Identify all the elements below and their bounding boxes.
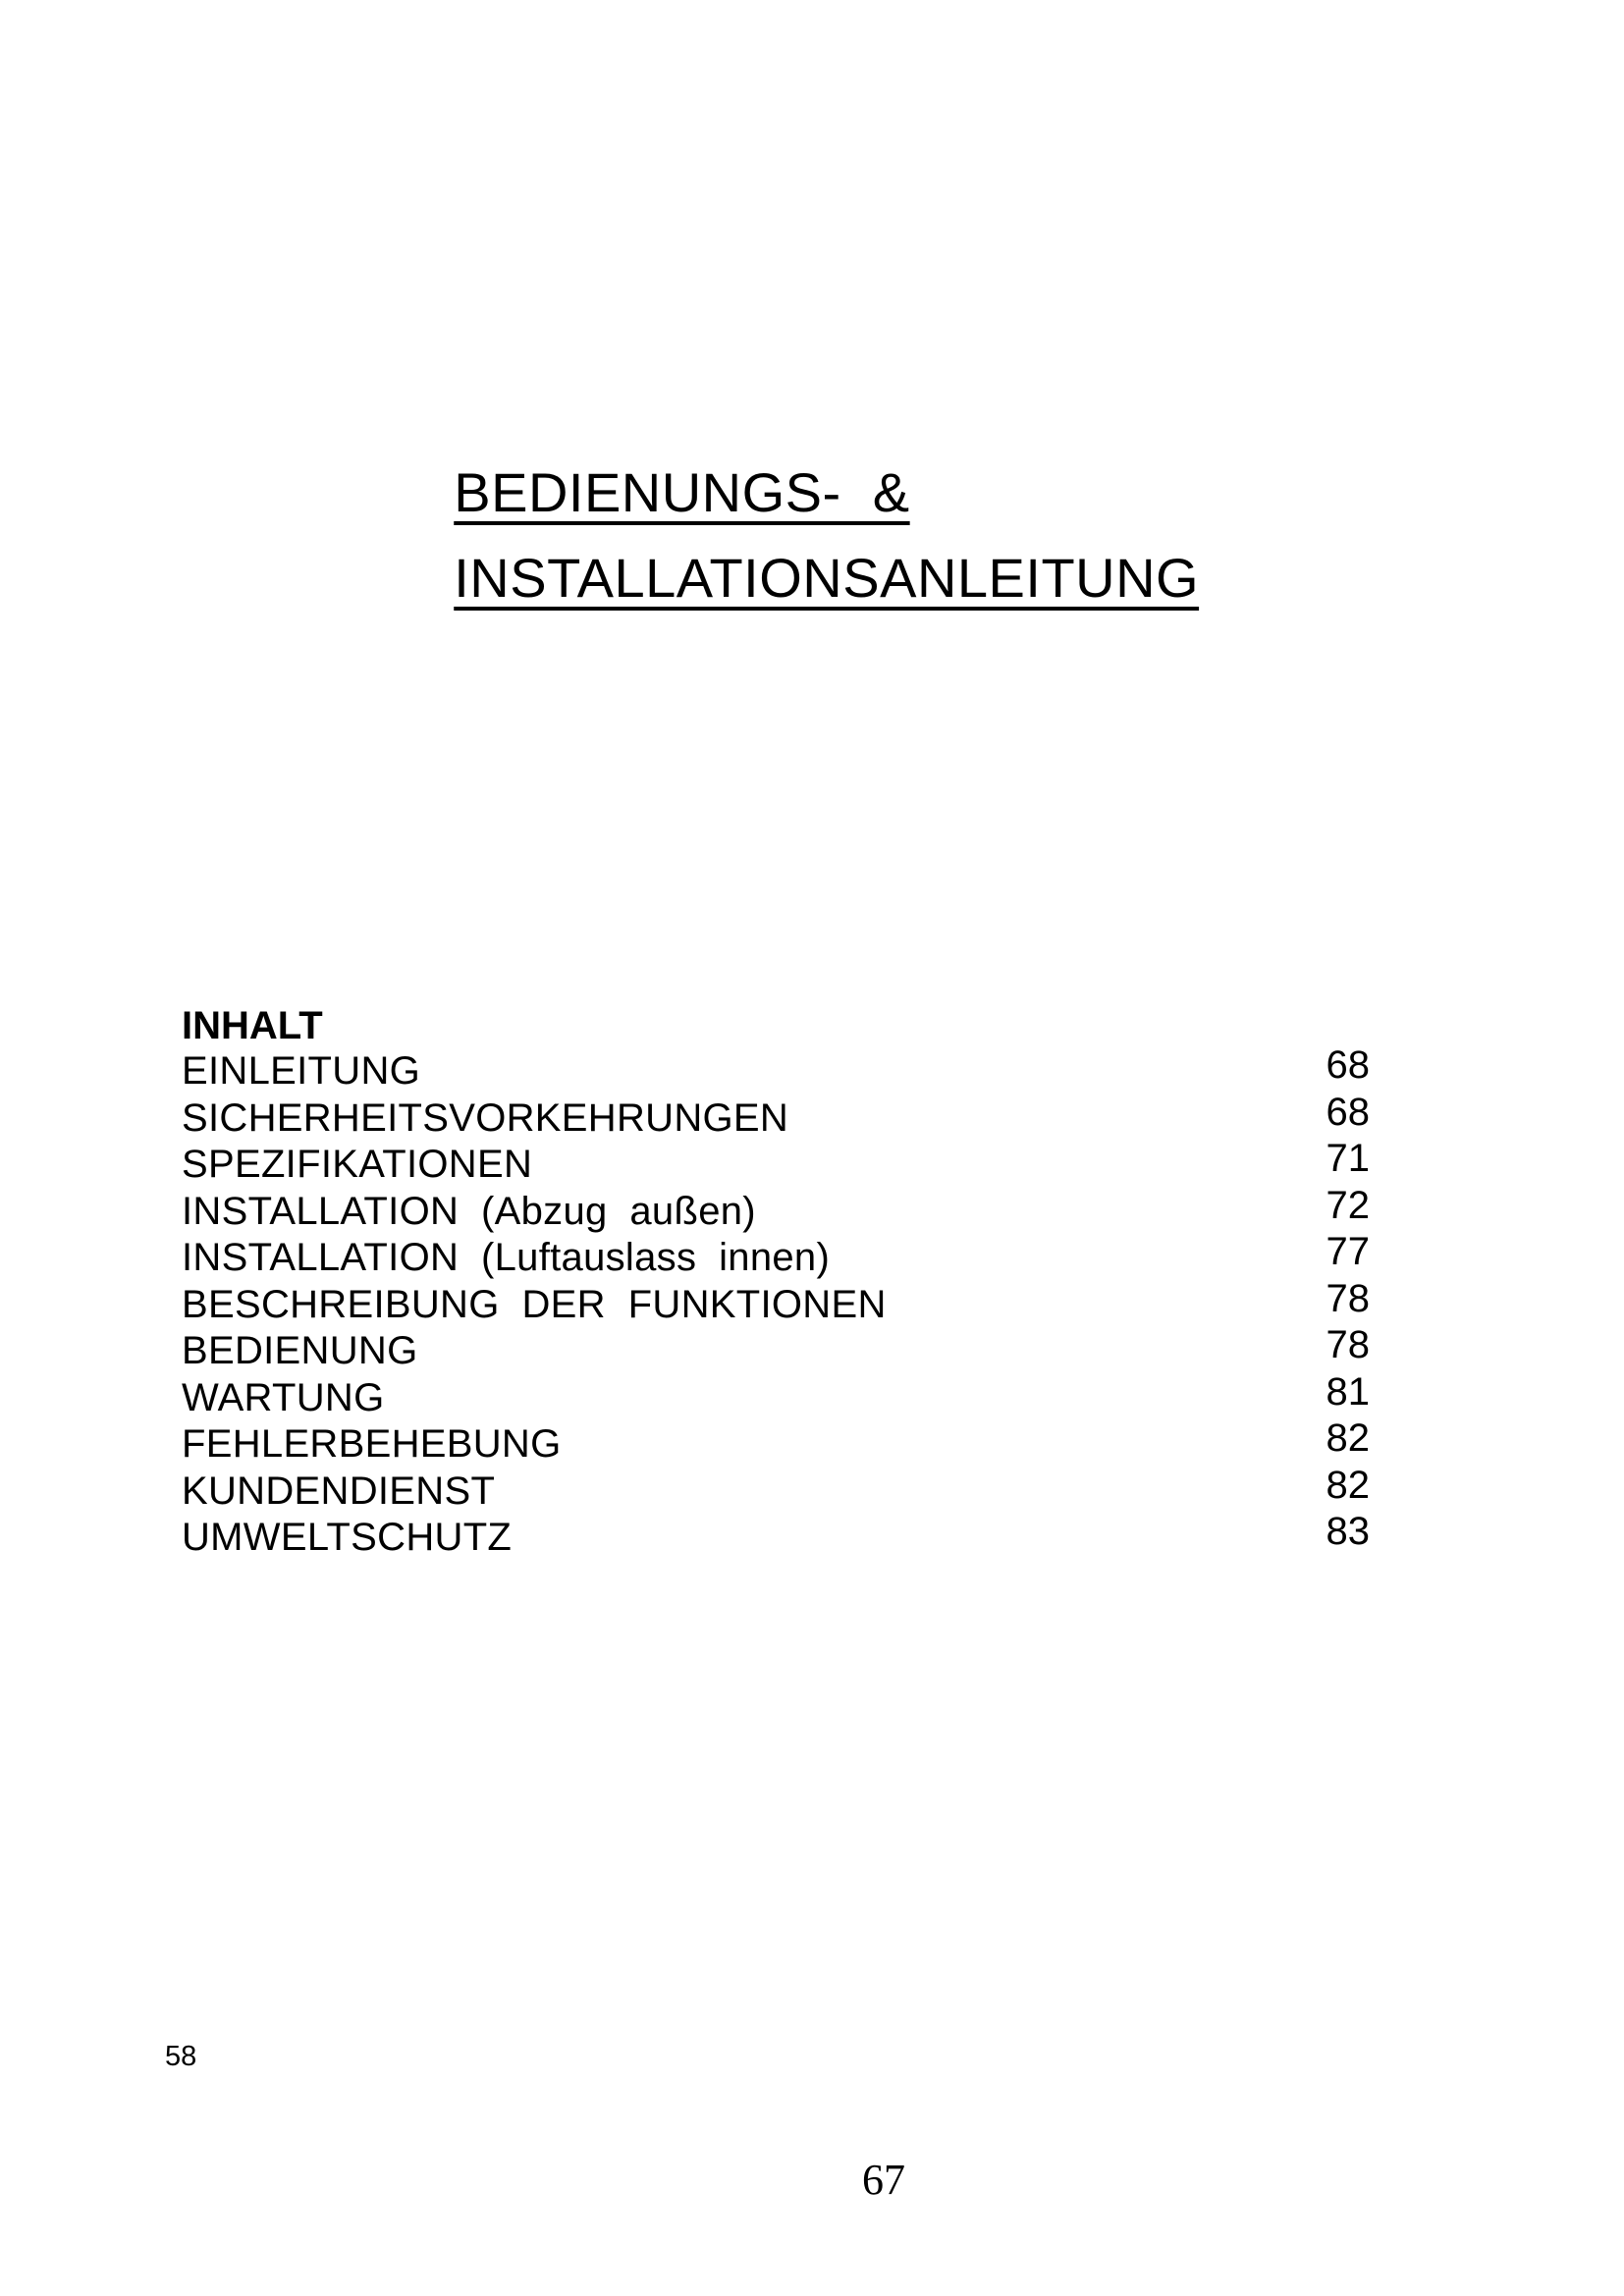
title-line-2-text: INSTALLATIONSANLEITUNG bbox=[454, 547, 1200, 609]
toc-heading: INHALT bbox=[182, 1004, 323, 1047]
toc-entry bbox=[182, 1230, 1370, 1282]
toc-entry bbox=[182, 1416, 1370, 1468]
toc-entry bbox=[182, 1369, 1370, 1422]
toc-entry-page: 68 bbox=[1326, 1043, 1370, 1087]
toc-entry bbox=[182, 1137, 1370, 1189]
toc-entry-page: 71 bbox=[1326, 1137, 1370, 1180]
toc-entry-label: BEDIENUNG bbox=[182, 1329, 418, 1372]
toc-entry-page: 72 bbox=[1326, 1183, 1370, 1227]
toc-entry bbox=[182, 1323, 1370, 1375]
toc-entry-label: BESCHREIBUNG DER FUNKTIONEN bbox=[182, 1282, 887, 1326]
toc-entry-label: SICHERHEITSVORKEHRUNGEN bbox=[182, 1095, 789, 1140]
toc-entry-page: 78 bbox=[1326, 1276, 1370, 1320]
toc-entry bbox=[182, 1183, 1370, 1236]
footer-small-number: 58 bbox=[165, 2041, 197, 2072]
toc-entry-page: 82 bbox=[1326, 1463, 1370, 1507]
toc-entry-label: INSTALLATION (Luftauslass innen) bbox=[182, 1236, 831, 1279]
toc-entry bbox=[182, 1463, 1370, 1516]
toc-entry-page: 81 bbox=[1326, 1369, 1370, 1414]
toc-entry-page: 77 bbox=[1326, 1230, 1370, 1273]
table-of-contents bbox=[182, 1003, 1370, 1562]
toc-entry-label: FEHLERBEHEBUNG bbox=[182, 1422, 562, 1466]
toc-entry-label: EINLEITUNG bbox=[182, 1049, 421, 1093]
toc-entry-label: UMWELTSCHUTZ bbox=[182, 1516, 513, 1559]
toc-entry-page: 78 bbox=[1326, 1323, 1370, 1366]
toc-entry-page: 68 bbox=[1326, 1090, 1370, 1134]
title-line-2 bbox=[391, 481, 1199, 675]
toc-entry-page: 82 bbox=[1326, 1416, 1370, 1460]
toc-entry-page: 83 bbox=[1326, 1510, 1370, 1553]
toc-entry-label: KUNDENDIENST bbox=[182, 1468, 496, 1513]
title-line-1-text: BEDIENUNGS- & bbox=[454, 461, 910, 523]
footer-page-number: 67 bbox=[862, 2156, 905, 2204]
toc-entry-label: SPEZIFIKATIONEN bbox=[182, 1143, 533, 1186]
toc-entry-label: WARTUNG bbox=[182, 1375, 385, 1419]
toc-entry bbox=[182, 1043, 1370, 1095]
toc-entry bbox=[182, 1276, 1370, 1329]
toc-entry-label: INSTALLATION (Abzug außen) bbox=[182, 1189, 756, 1233]
toc-entry bbox=[182, 1510, 1370, 1562]
toc-entry bbox=[182, 1090, 1370, 1143]
